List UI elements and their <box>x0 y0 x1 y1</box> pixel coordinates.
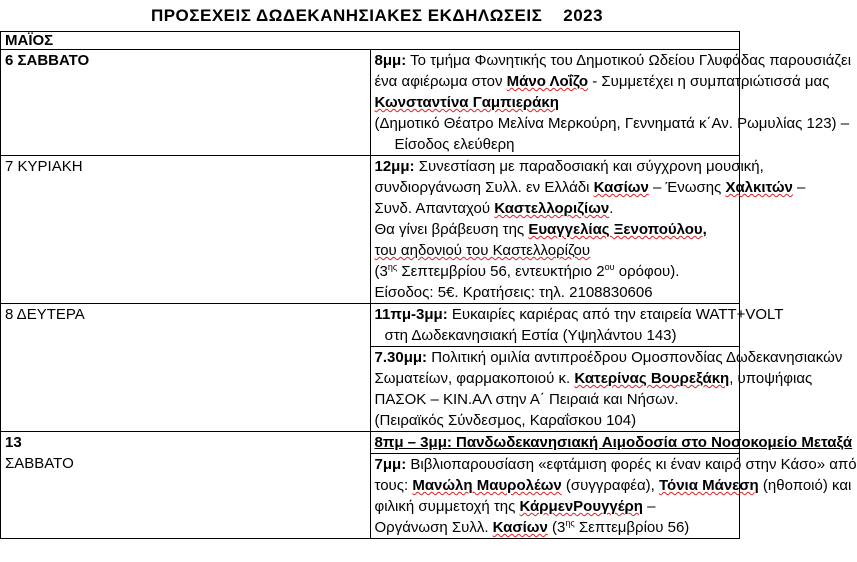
event-text: συνδιοργάνωση Συλλ. εν Ελλάδι <box>374 179 594 196</box>
venue-text: (Πειραϊκός Σύνδεσμος, Καραΐσκου 104) <box>374 412 637 429</box>
person-name: Τόνια Μάνεση <box>659 477 759 494</box>
event-text: Θα γίνει βράβευση της <box>374 221 529 238</box>
event-cell <box>370 347 843 432</box>
event-text: Πολιτική ομιλία αντιπροέδρου Ομοσπονδίας Δωδεκανησιακών <box>427 349 843 366</box>
person-name: Ευαγγελίας Ξενοπούλου, <box>528 221 707 238</box>
superscript: ης <box>387 262 398 272</box>
day-label: ΣΑΒΒΑΤΟ <box>5 455 74 472</box>
events-table <box>0 31 857 539</box>
address-text: Σεπτεμβρίου 56) <box>574 519 690 536</box>
day-cell <box>1 156 371 304</box>
day-label: 8 ΔΕΥΤΕΡΑ <box>5 306 85 323</box>
event-time: 7μμ: <box>374 456 407 473</box>
event-time: 12μμ: <box>374 158 415 175</box>
event-text: Σωματείων, φαρμακοποιού κ. <box>374 370 575 387</box>
day-number: 13 <box>5 434 22 451</box>
event-text: - Συμμετέχει η συμπατριώτισσά μας <box>588 73 830 90</box>
event-text: Συνδ. Απανταχού <box>374 200 495 217</box>
event-text: . <box>609 200 614 217</box>
month-row <box>1 32 740 50</box>
event-cell <box>370 50 852 156</box>
venue-text: (Δημοτικό Θέατρο Μελίνα Μερκούρη, Γεννηματά κ΄Αν. Ρωμυλίας 123) – <box>374 115 850 132</box>
day-label: 7 ΚΥΡΙΑΚΗ <box>5 158 83 175</box>
address-text: ορόφου). <box>614 263 680 280</box>
association-name: Καστελλοριζίων <box>494 200 610 217</box>
event-text: – <box>642 498 656 515</box>
event-text: – Ένωσης <box>648 179 726 196</box>
event-time: 8μμ: <box>374 52 407 69</box>
person-name: Μάνο Λοΐζο <box>506 73 589 90</box>
association-name: Χαλκιτών <box>725 179 793 196</box>
event-text: Βιβλιοπαρουσίαση «εφτάμιση φορές κι έναν καιρό στην Κάσο» από <box>406 456 857 473</box>
venue-text: στη Δωδεκανησιακή Εστία (Υψηλάντου 143) <box>384 327 677 344</box>
event-text: – <box>792 179 806 196</box>
day-cell <box>1 432 371 539</box>
superscript: ου <box>604 262 615 272</box>
association-name: Κασίων <box>593 179 649 196</box>
event-text: Συνεστίαση με παραδοσιακή και σύγχρονη μουσική, <box>414 158 764 175</box>
event-text: ένα αφιέρωμα στον <box>374 73 507 90</box>
event-text: , υποψήφιας <box>729 370 813 387</box>
event-headline: 8πμ – 3μμ: Πανδωδεκανησιακή Αιμοδοσία στο Νοσοκομείο Μεταξά <box>374 434 853 451</box>
event-text: Το τμήμα Φωνητικής του Δημοτικού Ωδείου Γλυφάδας παρουσιάζει <box>406 52 852 69</box>
event-text: Ευκαιρίες καριέρας από την εταιρεία WATT+VOLT <box>447 306 784 323</box>
event-text: τους: <box>374 477 413 494</box>
event-cell <box>370 304 784 347</box>
day-cell <box>1 304 371 432</box>
title-year: 2023 <box>563 6 604 25</box>
event-text: φιλική συμμετοχή της <box>374 498 520 515</box>
event-text: (συγγραφέα), <box>561 477 659 494</box>
event-cell <box>370 432 853 454</box>
page-title <box>0 6 754 26</box>
person-name: ΚάρμενΡουγγέρη <box>519 498 643 515</box>
month-label: ΜΑΪΟΣ <box>1 32 740 50</box>
title-text: ΠΡΟΣΕΧΕΙΣ ΔΩΔΕΚΑΝΗΣΙΑΚΕΣ ΕΚΔΗΛΩΣΕΙΣ <box>150 6 543 25</box>
event-time: 7.30μμ: <box>374 349 428 366</box>
superscript: ης <box>565 518 575 528</box>
event-text: Οργάνωση Συλλ. <box>374 519 493 536</box>
event-cell <box>370 156 806 304</box>
event-text: ΠΑΣΟΚ – ΚΙΝ.ΑΛ στην Α΄ Πειραιά και Νήσων. <box>374 391 679 408</box>
entry-text: Είσοδος ελεύθερη <box>394 136 515 153</box>
person-name: Κωνσταντίνα Γαμπιεράκη <box>374 94 559 111</box>
address-text: (3 <box>374 263 388 280</box>
day-cell <box>1 50 371 156</box>
table-row <box>1 432 740 454</box>
event-text: του αηδονιού του Καστελλορίζου <box>374 242 591 259</box>
event-time: 11πμ-3μμ: <box>374 306 448 323</box>
booking-text: Είσοδος: 5€. Κρατήσεις: τηλ. 2108830606 <box>374 284 653 301</box>
event-cell <box>370 454 857 539</box>
address-text: Σεπτεμβρίου 56, εντευκτήριο 2 <box>397 263 605 280</box>
day-label: 6 ΣΑΒΒΑΤΟ <box>5 52 90 69</box>
event-text: (ηθοποιό) και <box>758 477 852 494</box>
person-name: Κατερίνας Βουρεξάκη <box>574 370 730 387</box>
table-row <box>1 304 740 347</box>
table-row <box>1 50 740 156</box>
person-name: Μανώλη Μαυρολέων <box>412 477 562 494</box>
table-row <box>1 156 740 304</box>
association-name: Κασίων <box>492 519 548 536</box>
address-text: (3 <box>547 519 566 536</box>
